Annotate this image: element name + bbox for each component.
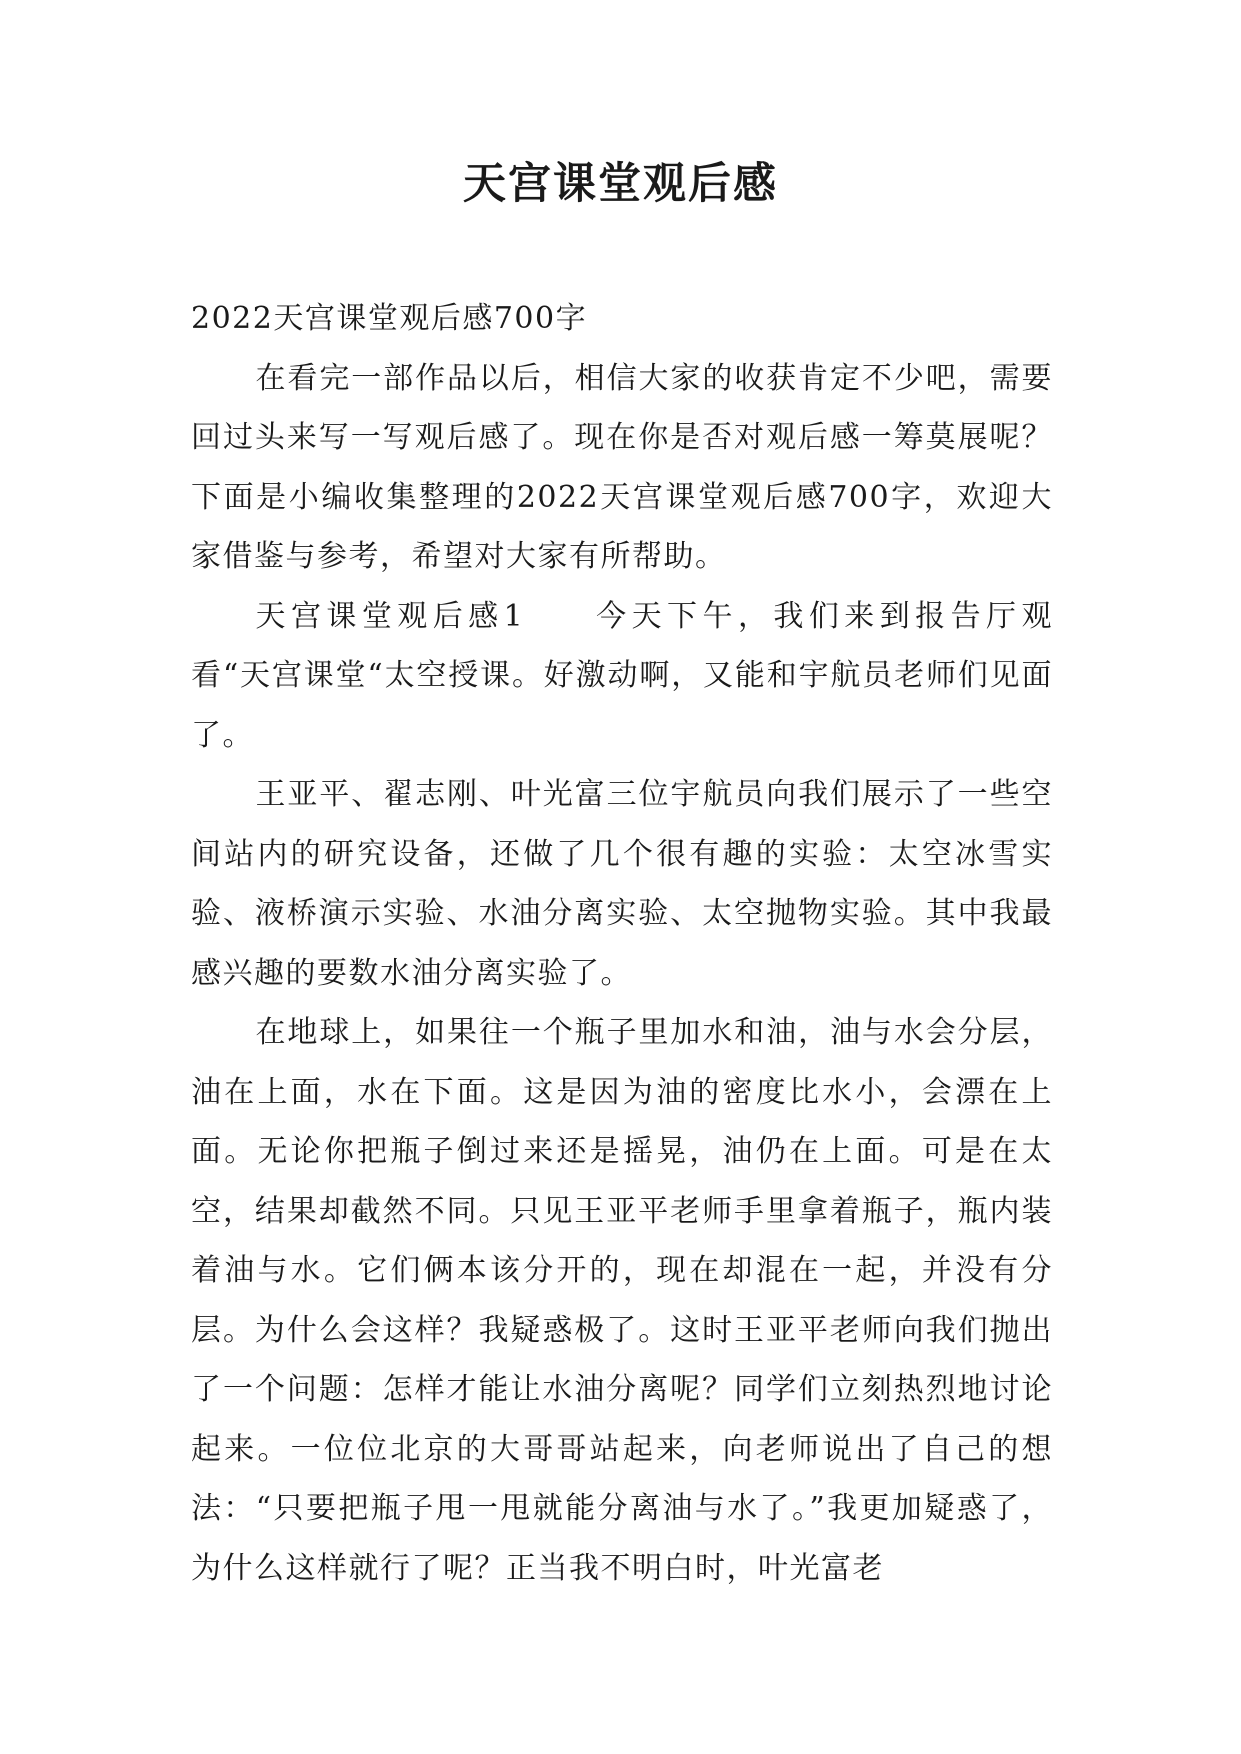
document-subtitle: 2022天宫课堂观后感700字	[191, 301, 588, 336]
body-paragraph: 王亚平、翟志刚、叶光富三位宇航员向我们展示了一些空间站内的研究设备，还做了几个很有趣的实验：太空冰雪实验、液桥演示实验、水油分离实验、太空抛物实验。其中我最感兴趣的要数水油分离实验了。	[191, 777, 1053, 991]
intro-paragraph: 在看完一部作品以后，相信大家的收获肯定不少吧，需要回过头来写一写观后感了。现在你是否对观后感一筹莫展呢？下面是小编收集整理的2022天宫课堂观后感700字，欢迎大家借鉴与参考，希望对大家有所帮助。	[191, 360, 1053, 574]
body-paragraph: 在地球上，如果往一个瓶子里加水和油，油与水会分层，油在上面，水在下面。这是因为油的密度比水小，会漂在上面。无论你把瓶子倒过来还是摇晃，油仍在上面。可是在太空，结果却截然不同。只见王亚平老师手里拿着瓶子，瓶内装着油与水。它们俩本该分开的，现在却混在一起，并没有分层。为什么会这样？我疑惑极了。这时王亚平老师向我们抛出了一个问题：怎样才能让水油分离呢？同学们立刻热烈地讨论起来。一位位北京的大哥哥站起来，向老师说出了自己的想法：“只要把瓶子甩一甩就能分离油与水了。”我更加疑惑了，为什么这样就行了呢？正当我不明白时，叶光富老	[191, 1015, 1053, 1586]
document-title: 天宫课堂观后感	[463, 159, 778, 209]
section-1-heading: 天宫课堂观后感1	[255, 598, 525, 634]
document-body	[191, 289, 1053, 1598]
section-1-paragraph	[191, 587, 1053, 766]
section-1-text: 今天下午，我们来到报告厅观看“天宫课堂“太空授课。好激动啊，又能和宇航员老师们见面了。	[191, 598, 1054, 753]
